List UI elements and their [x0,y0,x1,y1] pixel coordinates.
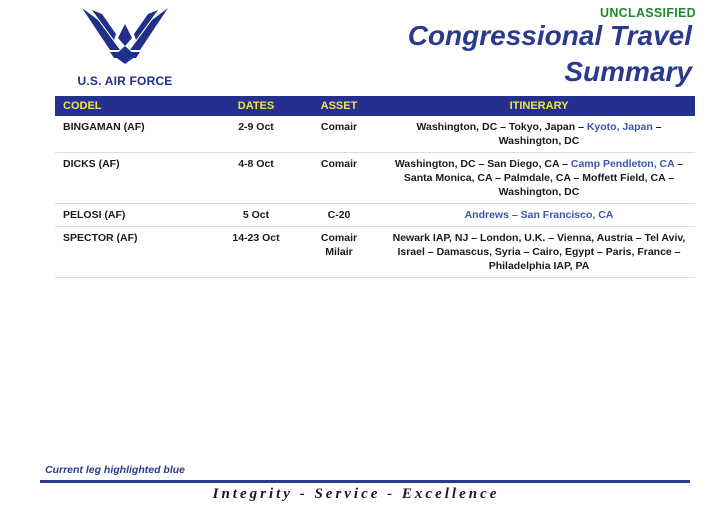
codel-cell: DICKS (AF) [63,158,120,170]
legend-footnote: Current leg highlighted blue [45,464,185,476]
itinerary-segment-current: Camp Pendleton, CA [570,158,675,170]
table-header-row [55,96,695,116]
itinerary-segment-current: Kyoto, Japan [586,121,653,133]
codel-cell: SPECTOR (AF) [63,232,138,244]
asset-cell [295,153,383,204]
dates-cell: 2-9 Oct [238,121,274,133]
itinerary-segment: Washington, DC – San Diego, CA – [394,158,571,170]
title-line-2: Summary [564,56,692,87]
footer-divider [40,480,690,483]
asset-value: C-20 [327,209,351,221]
asset-cell [295,227,383,278]
column-header-asset: ASSET [295,96,383,116]
classification-label: UNCLASSIFIED [600,6,696,20]
table-row [55,153,695,204]
footer-motto: Integrity - Service - Excellence [212,486,500,502]
itinerary-cell [383,153,695,204]
itinerary-cell [383,116,695,153]
column-header-itinerary: ITINERARY [383,96,695,116]
table-row [55,227,695,278]
itinerary-segment-current: Andrews – San Francisco, CA [464,209,614,221]
title-line-1: Congressional Travel [407,20,692,51]
asset-value: Comair [320,121,358,133]
table-row [55,204,695,227]
codel-cell: PELOSI (AF) [63,209,126,221]
column-header-codel: CODEL [55,96,217,116]
air-force-wings-icon [80,6,170,68]
codel-table [55,96,695,278]
dates-cell: 4-8 Oct [238,158,274,170]
page-title [332,18,692,90]
itinerary-segment: Washington, DC – Tokyo, Japan – [416,121,587,133]
codel-cell: BINGAMAN (AF) [63,121,145,133]
air-force-logo [70,6,173,90]
asset-cell [295,204,383,227]
column-header-dates: DATES [217,96,295,116]
itinerary-segment: – Santa Monica, CA – Palmdale, CA – Moffett Field, CA – Washington, DC [403,158,684,198]
asset-value: Milair [325,246,353,258]
asset-value: Comair [320,232,358,244]
dates-cell: 14-23 Oct [232,232,280,244]
asset-cell [295,116,383,153]
asset-value: Comair [320,158,358,170]
logo-text: U.S. AIR FORCE [77,74,173,88]
itinerary-cell [383,204,695,227]
dates-cell: 5 Oct [242,209,270,221]
itinerary-segment: – Washington, DC [498,121,662,147]
itinerary-segment: Newark IAP, NJ – London, U.K. – Vienna, Austria – Tel Aviv, Israel – Damascus, Syria – Cairo, Egypt – Paris, France – Philadelphia IAP, PA [392,232,686,272]
itinerary-cell [383,227,695,278]
table-row [55,116,695,153]
